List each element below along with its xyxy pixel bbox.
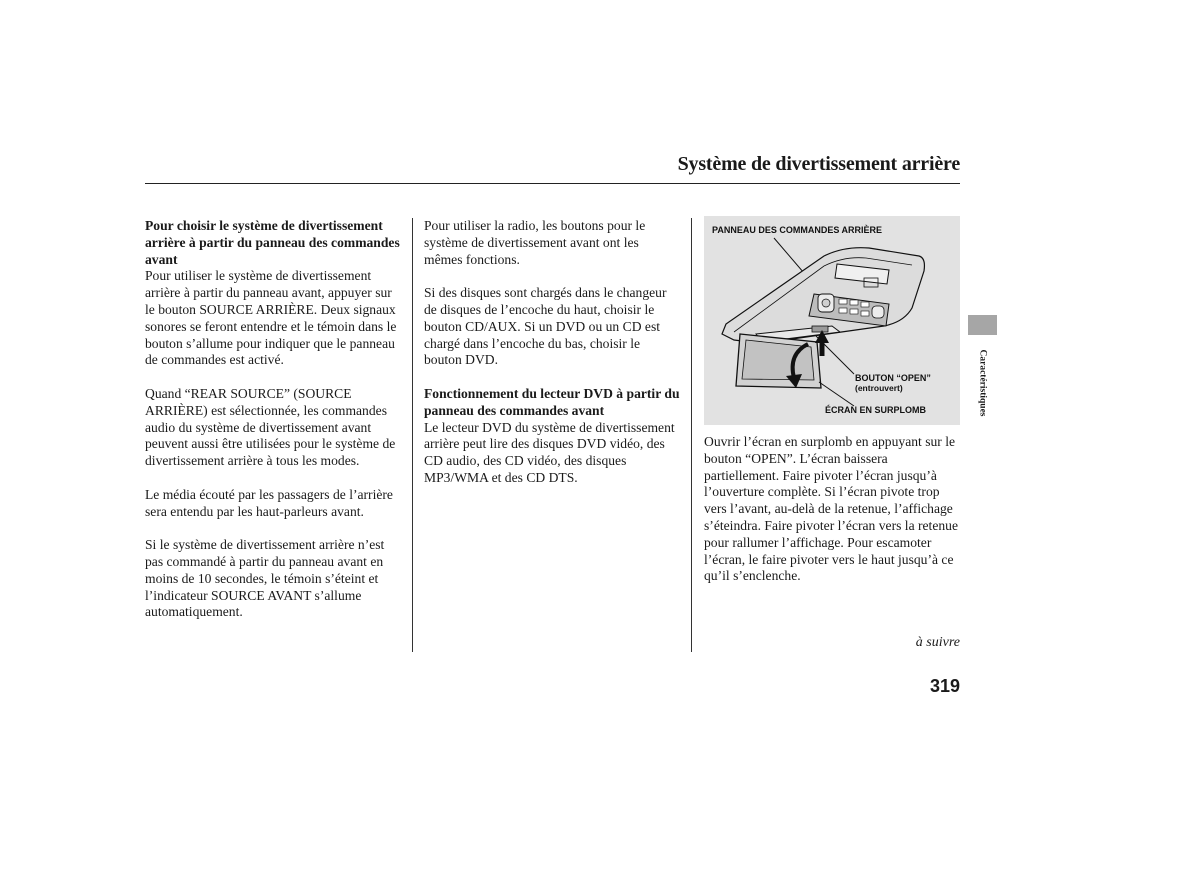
section-heading-dvd: Fonctionnement du lecteur DVD à partir du panneau des commandes avant	[424, 385, 680, 418]
column-left	[145, 218, 400, 638]
paragraph: Pour utiliser la radio, les boutons pour le système de divertissement avant ont les mêmes fonctions.	[424, 218, 646, 267]
column-right	[704, 434, 960, 602]
page-title: Système de divertissement arrière	[677, 153, 960, 175]
paragraph: Ouvrir l’écran en surplomb en appuyant sur le bouton “OPEN”. L’écran baissera partiellement. Faire pivoter l’écran jusqu’à l’ouverture complète. Si l’écran pivote trop vers l’avant, au-delà de la retenue, l’affichage s’éteindra. Faire pivoter l’écran vers la retenue pour rallumer l’affichage. Pour escamoter l’écran, le faire pivoter vers le haut jusqu’à ce qu’il s’enclenche.	[704, 434, 959, 584]
paragraph: Le média écouté par les passagers de l’arrière sera entendu par les haut-parleurs avant.	[145, 486, 393, 519]
section-tab-label	[968, 338, 997, 428]
column-divider	[412, 218, 413, 652]
paragraph: Quand “REAR SOURCE” (SOURCE ARRIÈRE) est sélectionnée, les commandes audio du système de divertissement avant peuvent aussi être utilisées pour le système de divertissement arrière à tous les modes.	[145, 385, 396, 469]
column-divider	[691, 218, 692, 652]
section-tab-text: Caractéristiques	[977, 349, 988, 417]
paragraph: Si des disques sont chargés dans le changeur de disques de l’encoche du haut, choisir le bouton CD/AUX. Si un DVD ou un CD est chargé dans l’encoche du bas, choisir le bouton DVD.	[424, 285, 667, 368]
figure-label-panel: PANNEAU DES COMMANDES ARRIÈRE	[712, 225, 883, 235]
title-divider	[145, 183, 960, 184]
figure-label-open-text: BOUTON “OPEN”	[855, 373, 931, 383]
continue-note: à suivre	[915, 635, 960, 650]
overhead-console-illustration	[704, 216, 960, 425]
paragraph: Le lecteur DVD du système de divertissement arrière peut lire des disques DVD vidéo, des CD audio, des CD vidéo, des disques MP3/WMA et des CD DTS.	[424, 419, 675, 485]
figure-label-open-button	[855, 373, 931, 393]
figure-rear-control-panel	[704, 216, 960, 425]
page-number: 319	[929, 676, 960, 696]
section-heading-rear-entertainment: Pour choisir le système de divertissement arrière à partir du panneau des commandes avant	[145, 218, 400, 267]
column-middle	[424, 218, 680, 504]
figure-label-open-sub: (entrouvert)	[855, 383, 903, 393]
paragraph: Si le système de divertissement arrière n’est pas commandé à partir du panneau avant en moins de 10 secondes, le témoin s’éteint et l’indicateur SOURCE AVANT s’allume automatiquement.	[145, 537, 385, 620]
section-tab-marker	[968, 315, 997, 335]
paragraph: Pour utiliser le système de divertissement arrière à partir du panneau avant, appuyer sur le bouton SOURCE ARRIÈRE. Deux signaux sonores se feront entendre et le témoin dans le bouton s’allume pour indiquer que le panneau de commandes est activé.	[145, 268, 397, 368]
figure-label-screen: ÉCRAN EN SURPLOMB	[825, 405, 927, 415]
